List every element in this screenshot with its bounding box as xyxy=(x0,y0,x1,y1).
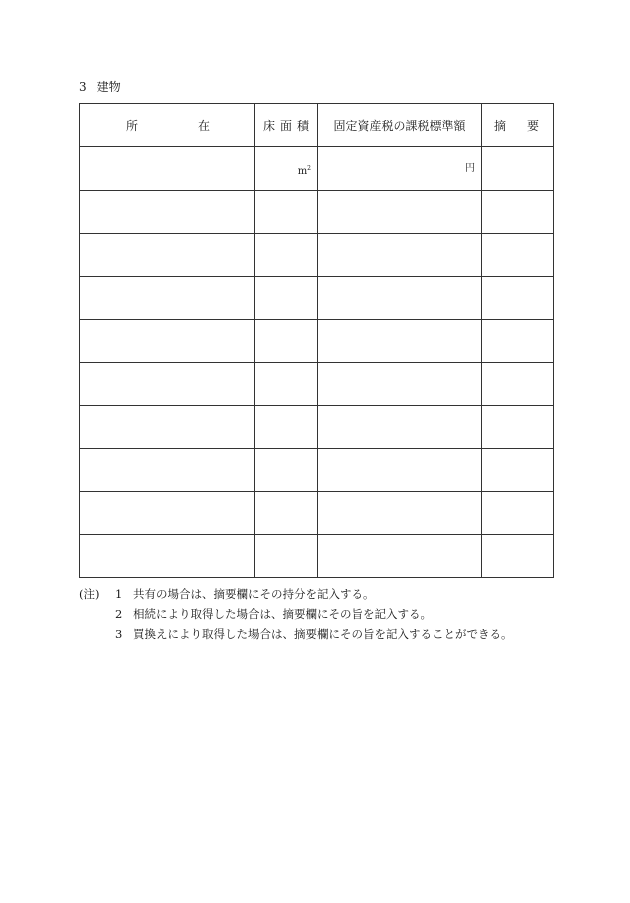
header-floor-area: 床 面 積 xyxy=(255,104,318,147)
location-cell[interactable] xyxy=(80,492,255,535)
tax-value-cell[interactable] xyxy=(318,147,482,191)
remarks-cell[interactable] xyxy=(482,234,554,277)
note-item xyxy=(79,584,513,604)
table-header-row xyxy=(80,104,554,147)
note-number: 1 xyxy=(115,587,123,601)
location-cell[interactable] xyxy=(80,234,255,277)
note-prefix: (注) xyxy=(79,587,100,601)
floor-area-cell[interactable] xyxy=(255,147,318,191)
remarks-cell[interactable] xyxy=(482,191,554,234)
building-table xyxy=(79,103,554,578)
tax-value-cell[interactable] xyxy=(318,363,482,406)
section-number: 3 xyxy=(79,80,87,94)
header-remarks: 摘 要 xyxy=(482,104,554,147)
note-text: 共有の場合は、摘要欄にその持分を記入する。 xyxy=(133,587,375,601)
location-cell[interactable] xyxy=(80,277,255,320)
tax-value-cell[interactable] xyxy=(318,191,482,234)
remarks-cell[interactable] xyxy=(482,363,554,406)
table-row xyxy=(80,535,554,578)
floor-area-cell[interactable] xyxy=(255,492,318,535)
remarks-cell[interactable] xyxy=(482,535,554,578)
remarks-cell[interactable] xyxy=(482,320,554,363)
note-text: 相続により取得した場合は、摘要欄にその旨を記入する。 xyxy=(133,607,432,621)
location-cell[interactable] xyxy=(80,191,255,234)
note-item xyxy=(79,604,513,624)
table-row xyxy=(80,191,554,234)
tax-value-cell[interactable] xyxy=(318,406,482,449)
tax-value-cell[interactable] xyxy=(318,234,482,277)
section-title xyxy=(79,80,121,94)
remarks-cell[interactable] xyxy=(482,147,554,191)
floor-area-cell[interactable] xyxy=(255,191,318,234)
location-cell[interactable] xyxy=(80,147,255,191)
tax-value-cell[interactable] xyxy=(318,320,482,363)
tax-value-cell[interactable] xyxy=(318,449,482,492)
floor-area-cell[interactable] xyxy=(255,277,318,320)
floor-area-cell[interactable] xyxy=(255,363,318,406)
note-item xyxy=(79,624,513,644)
floor-area-cell[interactable] xyxy=(255,234,318,277)
remarks-cell[interactable] xyxy=(482,492,554,535)
note-text: 買換えにより取得した場合は、摘要欄にその旨を記入することができる。 xyxy=(133,627,513,641)
tax-value-cell[interactable] xyxy=(318,277,482,320)
location-cell[interactable] xyxy=(80,449,255,492)
remarks-cell[interactable] xyxy=(482,406,554,449)
header-tax-value: 固定資産税の課税標準額 xyxy=(318,104,482,147)
note-number: 3 xyxy=(115,627,123,641)
tax-value-cell[interactable] xyxy=(318,535,482,578)
location-cell[interactable] xyxy=(80,406,255,449)
floor-area-cell[interactable] xyxy=(255,449,318,492)
floor-area-cell[interactable] xyxy=(255,406,318,449)
area-unit: $m^2$ xyxy=(297,165,311,177)
notes xyxy=(79,584,513,644)
header-location: 所 在 xyxy=(80,104,255,147)
table-row xyxy=(80,320,554,363)
remarks-cell[interactable] xyxy=(482,449,554,492)
table-row xyxy=(80,492,554,535)
table-row xyxy=(80,147,554,191)
note-number: 2 xyxy=(115,607,123,621)
table-row xyxy=(80,363,554,406)
floor-area-cell[interactable] xyxy=(255,320,318,363)
location-cell[interactable] xyxy=(80,363,255,406)
location-cell[interactable] xyxy=(80,320,255,363)
table-row xyxy=(80,449,554,492)
floor-area-cell[interactable] xyxy=(255,535,318,578)
table-row xyxy=(80,406,554,449)
table-row xyxy=(80,277,554,320)
yen-unit: 円 xyxy=(465,163,475,174)
location-cell[interactable] xyxy=(80,535,255,578)
table-row xyxy=(80,234,554,277)
tax-value-cell[interactable] xyxy=(318,492,482,535)
section-heading: 建物 xyxy=(96,80,121,94)
remarks-cell[interactable] xyxy=(482,277,554,320)
